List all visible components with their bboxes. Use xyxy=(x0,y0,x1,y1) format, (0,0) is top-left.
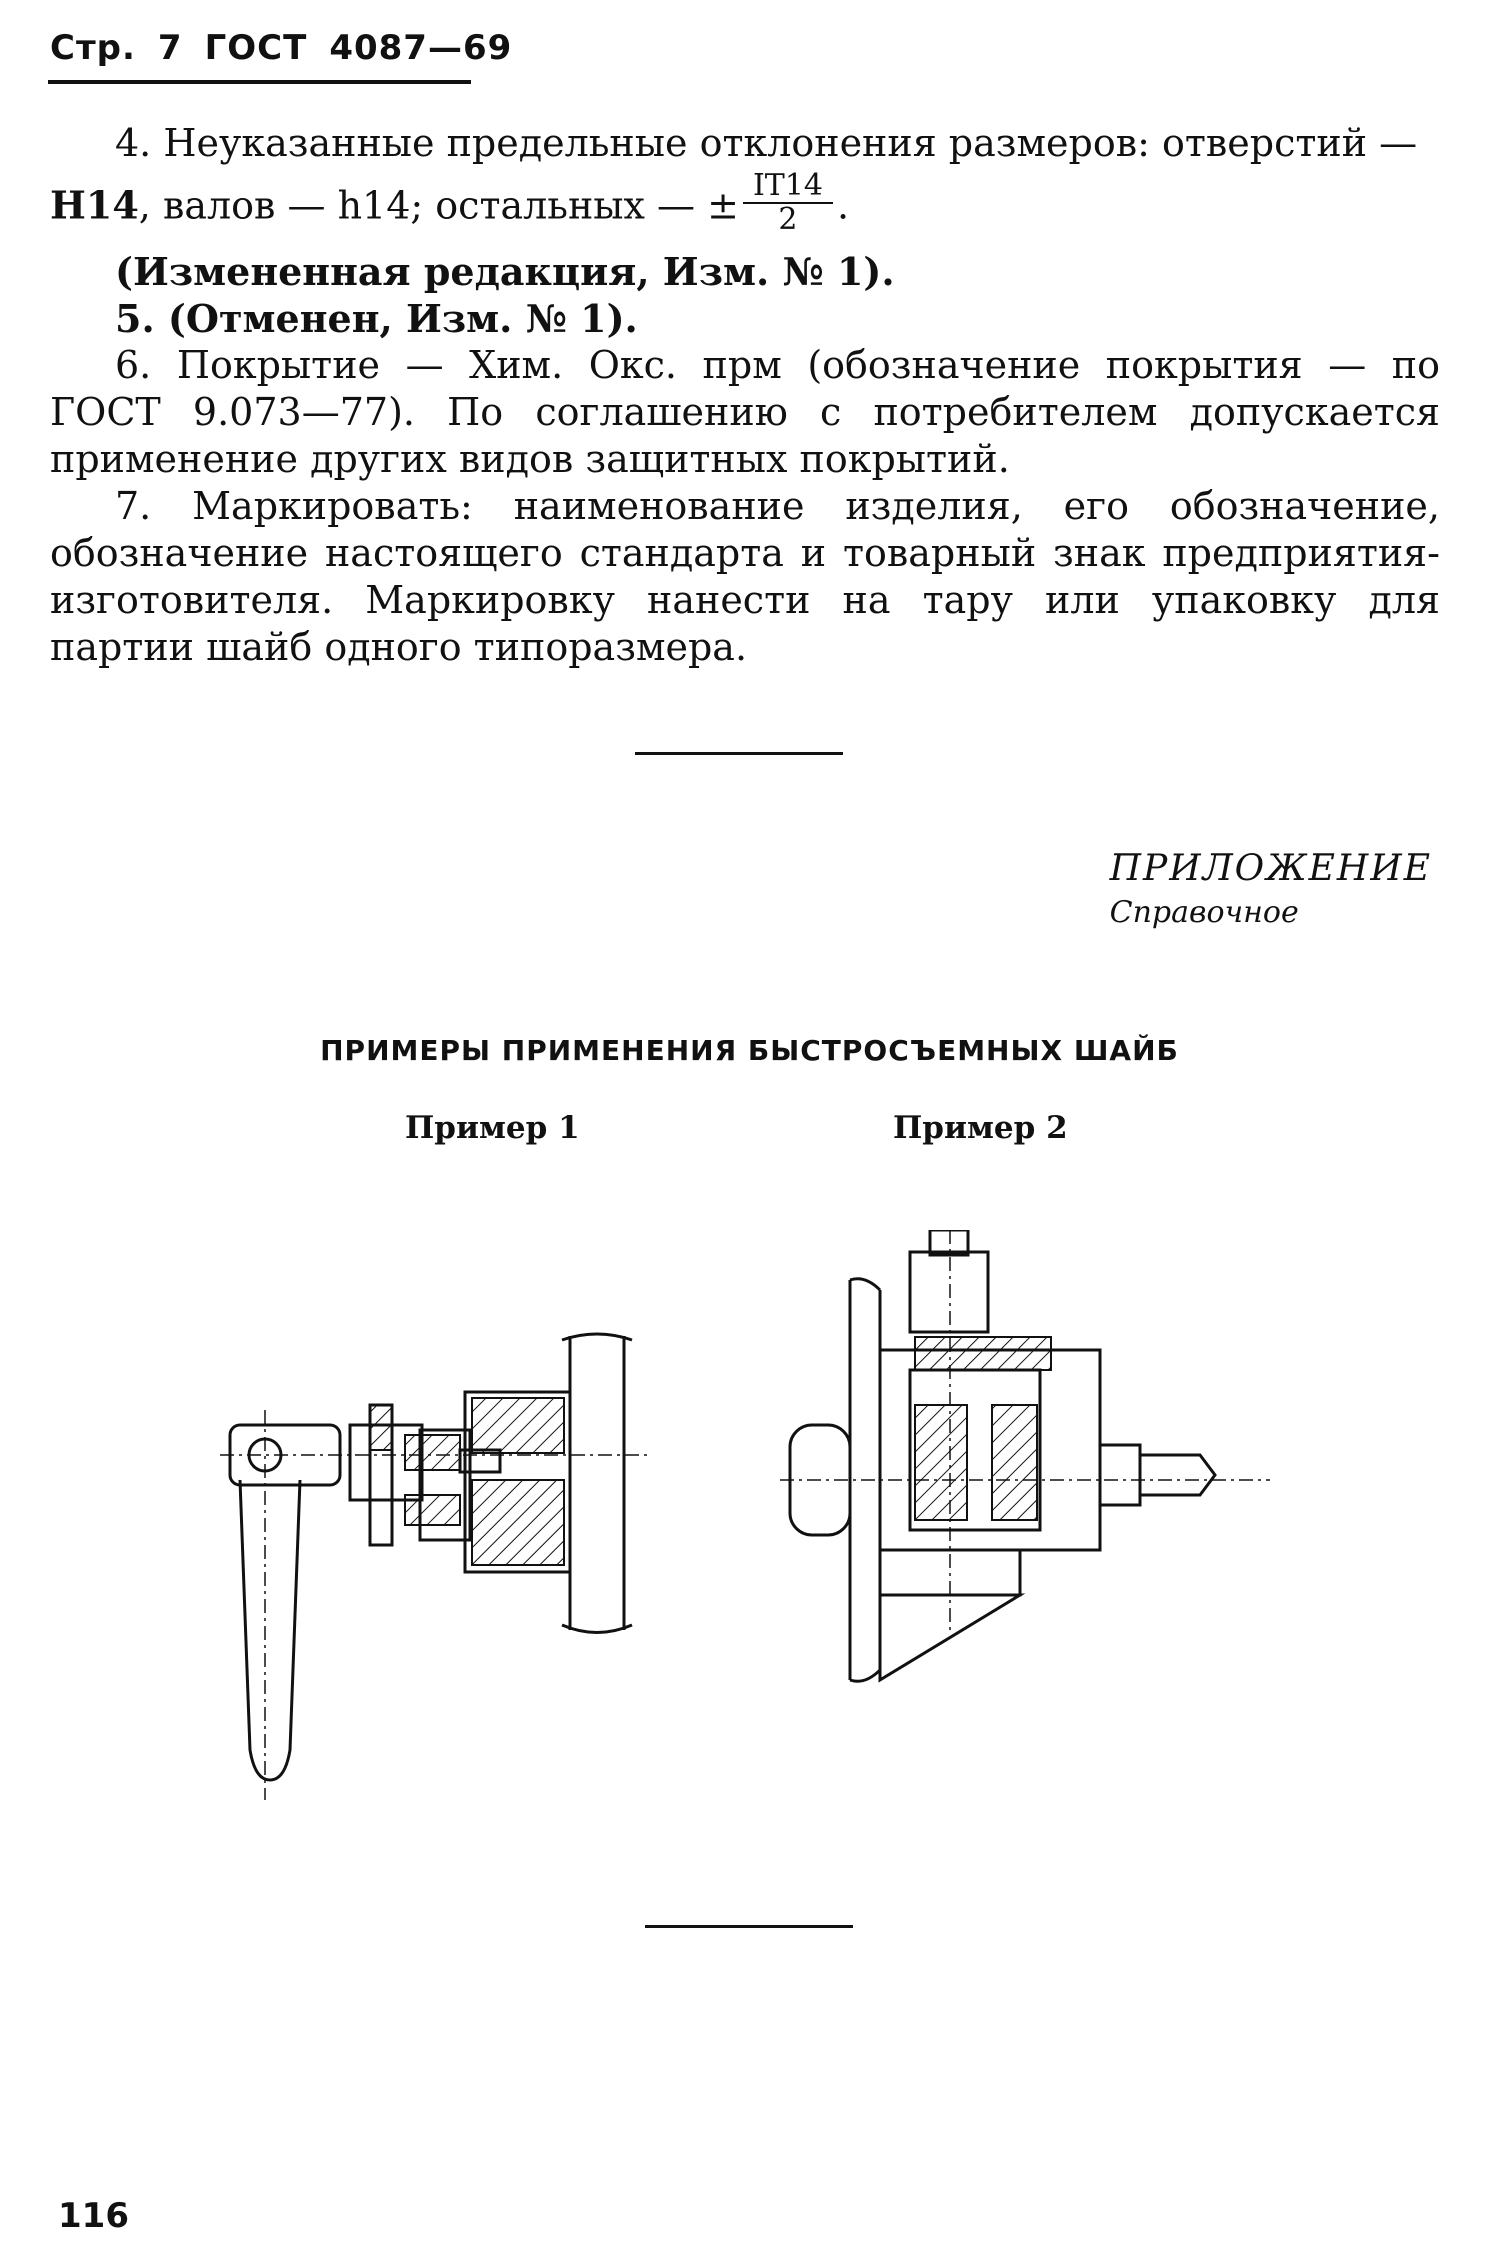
section-title: ПРИМЕРЫ ПРИМЕНЕНИЯ БЫСТРОСЪЕМНЫХ ШАЙБ xyxy=(320,1034,1179,1067)
p4-fraction xyxy=(743,170,833,236)
p4-number: 4. xyxy=(115,121,152,165)
paragraph-5: 5. (Отменен, Изм. № 1). xyxy=(115,296,638,341)
p4-h14: H14 xyxy=(50,182,139,228)
example-2-drawing xyxy=(780,1230,1280,1710)
p4-text: Неуказанные предельные отклонения размеров: отверстий — xyxy=(151,121,1418,165)
page-number: 116 xyxy=(58,2196,129,2236)
page-label: Стр. xyxy=(50,28,136,68)
appendix-subtitle: Справочное xyxy=(1109,895,1299,930)
page-header xyxy=(50,28,534,68)
appendix-label xyxy=(1110,848,1432,930)
section-divider-top xyxy=(635,752,843,755)
fraction-denominator: 2 xyxy=(778,202,798,237)
example-1-label: Пример 1 xyxy=(405,1110,580,1146)
p6-number: 6. xyxy=(115,343,152,387)
header-rule xyxy=(48,80,471,84)
paragraph-7 xyxy=(50,483,1440,671)
p6-text: Покрытие — Хим. Окс. прм (обозначение покрытия — по ГОСТ 9.073—77). По соглашению с потребителем допускается применение других видов защитных покрытий. xyxy=(50,343,1440,481)
example-2-label: Пример 2 xyxy=(893,1110,1068,1146)
appendix-title: ПРИЛОЖЕНИЕ xyxy=(1109,848,1432,889)
paragraph-4-cont xyxy=(50,168,1440,242)
paragraph-4 xyxy=(50,120,1440,167)
example-1-drawing xyxy=(210,1300,680,1800)
page-num: 7 xyxy=(157,28,183,68)
p4-text2: , валов — h14; остальных — ± xyxy=(138,183,739,228)
p4-note: (Измененная редакция, Изм. № 1). xyxy=(115,249,895,294)
section-divider-bottom xyxy=(645,1925,853,1928)
paragraph-6 xyxy=(50,342,1440,483)
fraction-numerator: IT14 xyxy=(743,170,833,204)
p7-text: Маркировать: наименование изделия, его обозначение, обозначение настоящего стандарта и товарный знак предприятия-изготовителя. Маркировку нанести на тару или упаковку для партии шайб одного типоразмера. xyxy=(50,484,1440,669)
p4-end: . xyxy=(837,183,850,228)
p7-number: 7. xyxy=(115,484,152,528)
standard-label: ГОСТ xyxy=(204,28,308,68)
standard-num: 4087—69 xyxy=(329,28,513,68)
